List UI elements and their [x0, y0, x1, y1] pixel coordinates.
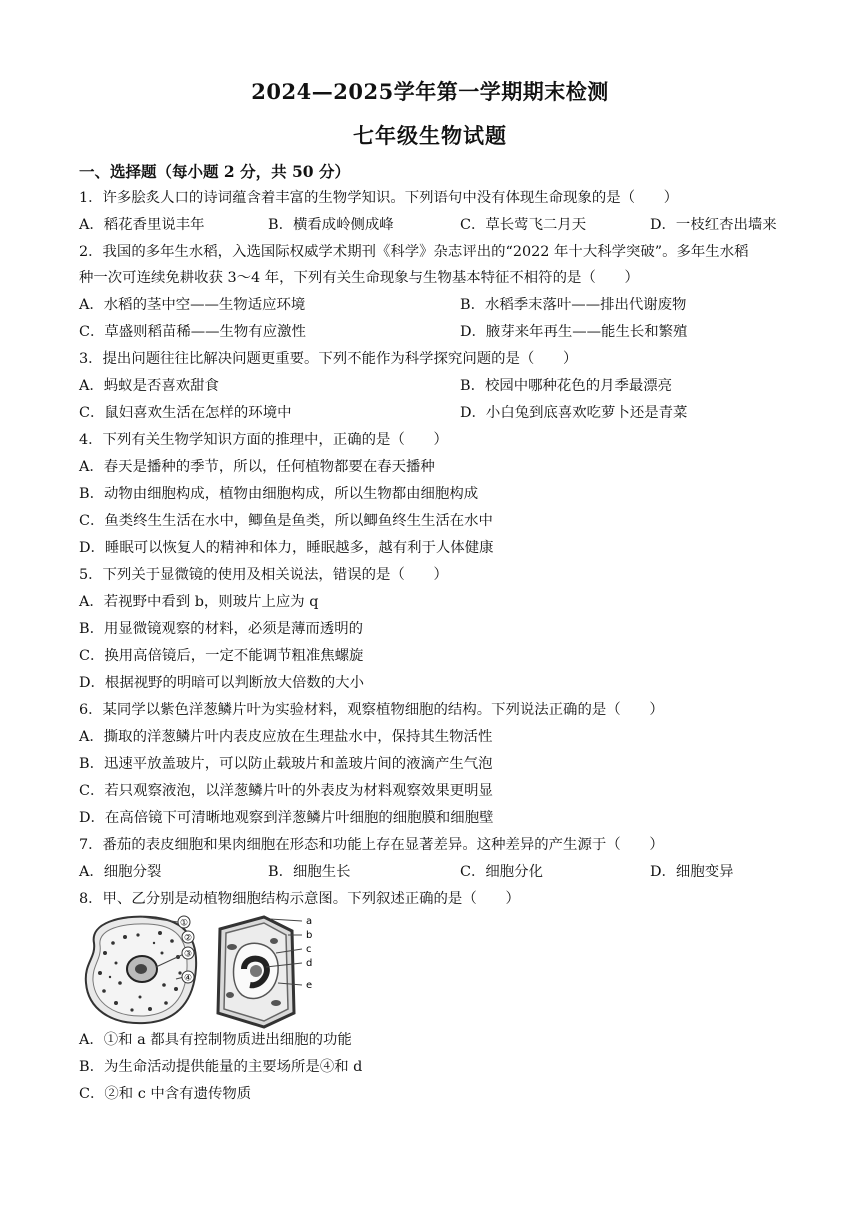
q5-stem: 5．下列关于显微镜的使用及相关说法，错误的是（ ） [79, 567, 448, 583]
q6-option-b: B．迅速平放盖玻片，可以防止载玻片和盖玻片间的液滴产生气泡 [79, 756, 493, 772]
plant-label-e: e [306, 980, 313, 991]
q3-option-c: C．鼠妇喜欢生活在怎样的环境中 [79, 405, 292, 421]
plant-label-a: a [306, 916, 313, 927]
plant-label-c: c [306, 944, 312, 955]
q3-option-d: D．小白兔到底喜欢吃萝卜还是青菜 [460, 405, 688, 421]
q6-stem: 6．某同学以紫色洋葱鳞片叶为实验材料，观察植物细胞的结构。下列说法正确的是（ ） [79, 702, 664, 718]
q2-option-c: C．草盛则稻苗稀——生物有应激性 [79, 324, 306, 340]
animal-label-2: ② [183, 933, 193, 944]
exam-subtitle: 七年级生物试题 [353, 123, 507, 148]
plant-cell [218, 916, 312, 1027]
q1-option-a: A．稻花香里说丰年 [79, 217, 205, 233]
animal-label-1: ① [179, 918, 189, 929]
plant-label-b: b [306, 930, 313, 941]
q3-stem: 3．提出问题往往比解决问题更重要。下列不能作为科学探究问题的是（ ） [79, 351, 578, 367]
q5-option-b: B．用显微镜观察的材料，必须是薄而透明的 [79, 621, 363, 637]
q2-option-d: D．腋芽来年再生——能生长和繁殖 [460, 324, 688, 340]
animal-label-3: ③ [183, 949, 193, 960]
q7-option-a: A．细胞分裂 [79, 864, 162, 880]
exam-title: 2024—2025学年第一学期期末检测 [251, 79, 609, 104]
q8-stem: 8．甲、乙分别是动植物细胞结构示意图。下列叙述正确的是（ ） [79, 891, 520, 907]
q5-option-d: D．根据视野的明暗可以判断放大倍数的大小 [79, 675, 364, 691]
q7-option-b: B．细胞生长 [268, 864, 351, 880]
q5-option-a: A．若视野中看到 b，则玻片上应为 q [79, 594, 319, 610]
q8-option-a: A．①和 a 都具有控制物质进出细胞的功能 [79, 1032, 352, 1048]
q4-stem: 4．下列有关生物学知识方面的推理中，正确的是（ ） [79, 432, 448, 448]
q7-stem: 7．番茄的表皮细胞和果肉细胞在形态和功能上存在显著差异。这种差异的产生源于（ ） [79, 837, 664, 853]
q4-option-c: C．鱼类终生生活在水中，鲫鱼是鱼类，所以鲫鱼终生生活在水中 [79, 513, 493, 529]
q5-option-c: C．换用高倍镜后，一定不能调节粗准焦螺旋 [79, 648, 364, 664]
cell-diagram [80, 913, 330, 1031]
plant-label-d: d [306, 958, 313, 969]
q4-option-b: B．动物由细胞构成，植物由细胞构成，所以生物都由细胞构成 [79, 486, 479, 502]
q8-option-c: C．②和 c 中含有遗传物质 [79, 1086, 252, 1102]
q7-option-d: D．细胞变异 [650, 864, 734, 880]
section-heading: 一、选择题（每小题 2 分，共 50 分） [79, 162, 350, 181]
animal-label-4: ④ [183, 973, 193, 984]
q2-option-b: B．水稻季末落叶——排出代谢废物 [460, 297, 687, 313]
q1-stem: 1．许多脍炙人口的诗词蕴含着丰富的生物学知识。下列语句中没有体现生命现象的是（ ） [79, 190, 679, 206]
q1-option-c: C．草长莺飞二月天 [460, 217, 587, 233]
q2-stem-line1: 2．我国的多年生水稻，入选国际权威学术期刊《科学》杂志评出的“2022 年十大科学突破”。多年生水稻 [79, 244, 749, 260]
q3-option-a: A．蚂蚁是否喜欢甜食 [79, 378, 219, 394]
q4-option-d: D．睡眠可以恢复人的精神和体力，睡眠越多，越有利于人体健康 [79, 540, 494, 556]
q6-option-c: C．若只观察液泡，以洋葱鳞片叶的外表皮为材料观察效果更明显 [79, 783, 493, 799]
q6-option-d: D．在高倍镜下可清晰地观察到洋葱鳞片叶细胞的细胞膜和细胞壁 [79, 810, 494, 826]
q7-option-c: C．细胞分化 [460, 864, 543, 880]
q4-option-a: A．春天是播种的季节，所以，任何植物都要在春天播种 [79, 459, 435, 475]
q2-stem-line2: 种一次可连续免耕收获 3～4 年，下列有关生命现象与生物基本特征不相符的是（ ） [79, 270, 639, 286]
animal-cell [86, 916, 196, 1023]
q2-option-a: A．水稻的茎中空——生物适应环境 [79, 297, 306, 313]
q3-option-b: B．校园中哪种花色的月季最漂亮 [460, 378, 673, 394]
q8-option-b: B．为生命活动提供能量的主要场所是④和 d [79, 1059, 363, 1075]
q6-option-a: A．撕取的洋葱鳞片叶内表皮应放在生理盐水中，保持其生物活性 [79, 729, 493, 745]
q1-option-d: D．一枝红杏出墙来 [650, 217, 777, 233]
q1-option-b: B．横看成岭侧成峰 [268, 217, 394, 233]
